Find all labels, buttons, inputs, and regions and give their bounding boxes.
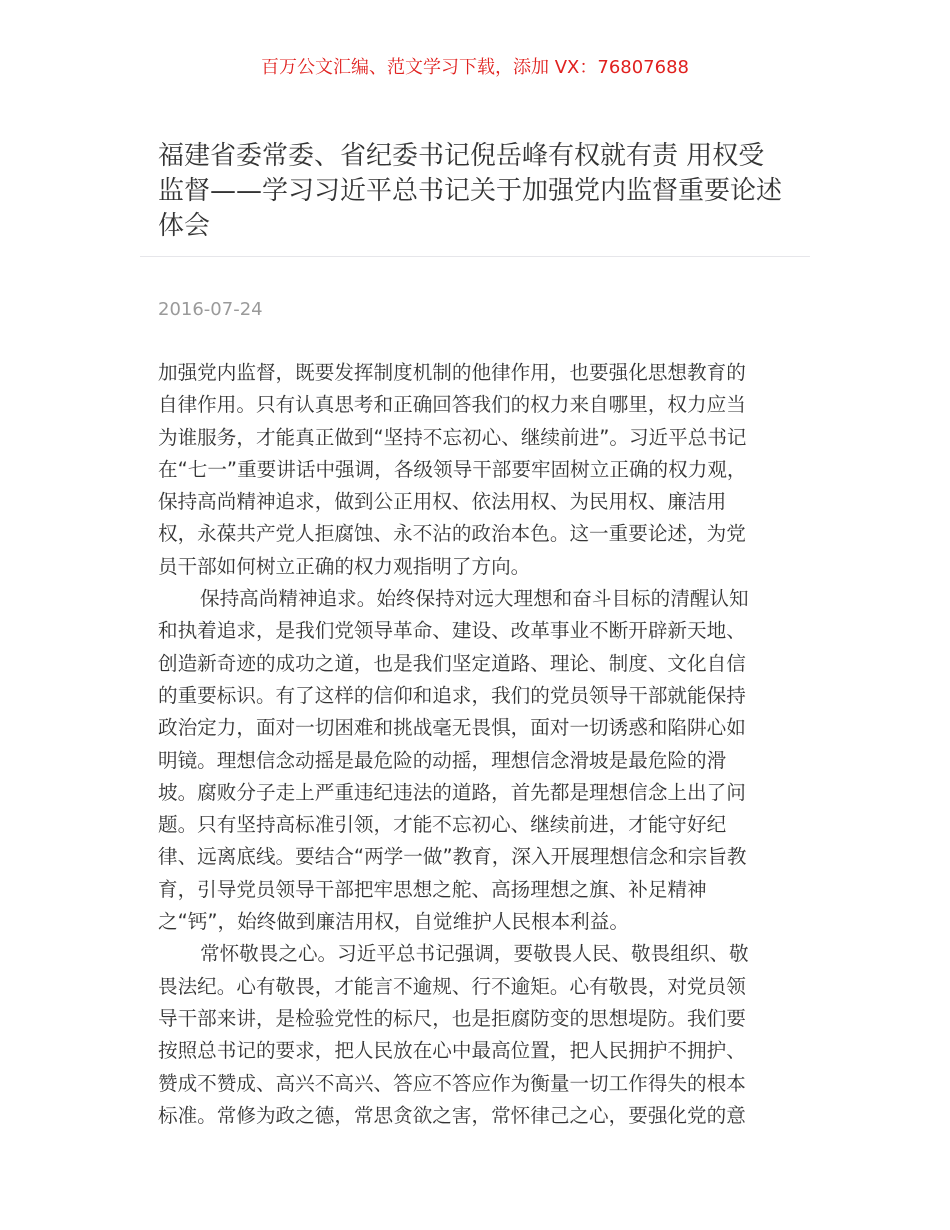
paragraph-line: 加强党内监督，既要发挥制度机制的他律作用，也要强化思想教育的 [158, 361, 746, 384]
paragraph-line: 和执着追求，是我们党领导革命、建设、改革事业不断开辟新天地、 [158, 619, 746, 643]
paragraph-line: 在“七一”重要讲话中强调，各级领导干部要牢固树立正确的权力观， [158, 457, 747, 481]
article-title-line: 体会 [158, 211, 211, 241]
paragraph-line: 坡。腐败分子走上严重违纪违法的道路，首先都是理想信念上出了问 [158, 780, 746, 804]
article-title-line: 监督——学习习近平总书记关于加强党内监督重要论述 [158, 176, 783, 206]
article-paragraph [158, 938, 798, 1132]
article-title [158, 139, 808, 244]
paragraph-line: 明镜。理想信念动摇是最危险的动摇，理想信念滑坡是最危险的滑 [158, 748, 727, 772]
article-title-line: 福建省委常委、省纪委书记倪岳峰有权就有责 用权受 [158, 141, 765, 171]
paragraph-line: 导干部来讲，是检验党性的标尺，也是拒腐防变的思想堤防。我们要 [158, 1006, 746, 1030]
paragraph-line: 按照总书记的要求，把人民放在心中最高位置，把人民拥护不拥护、 [158, 1039, 746, 1063]
paragraph-line: 的重要标识。有了这样的信仰和追求，我们的党员领导干部就能保持 [158, 683, 746, 707]
promo-banner: 百万公文汇编、范文学习下载，添加 VX：76807688 [261, 57, 689, 78]
paragraph-line: 之“钙”，始终做到廉洁用权，自觉维护人民根本利益。 [158, 910, 629, 934]
article-body [158, 357, 798, 1132]
paragraph-line: 保持高尚精神追求，做到公正用权、依法用权、为民用权、廉洁用 [158, 490, 727, 514]
paragraph-line: 自律作用。只有认真思考和正确回答我们的权力来自哪里，权力应当 [158, 393, 746, 417]
paragraph-line: 权，永葆共产党人拒腐蚀、永不沾的政治本色。这一重要论述，为党 [158, 522, 746, 546]
title-divider [140, 256, 810, 257]
paragraph-line: 创造新奇迹的成功之道，也是我们坚定道路、理论、制度、文化自信 [158, 651, 746, 675]
paragraph-line: 政治定力，面对一切困难和挑战毫无畏惧，面对一切诱惑和陷阱心如 [158, 716, 746, 740]
paragraph-line: 保持高尚精神追求。始终保持对远大理想和奋斗目标的清醒认知 [200, 587, 749, 611]
article-paragraph [158, 583, 798, 938]
paragraph-line: 赞成不赞成、高兴不高兴、答应不答应作为衡量一切工作得失的根本 [158, 1071, 746, 1095]
paragraph-line: 为谁服务，才能真正做到“坚持不忘初心、继续前进”。习近平总书记 [158, 425, 747, 449]
publish-date: 2016-07-24 [158, 299, 263, 320]
paragraph-line: 标准。常修为政之德，常思贪欲之害，常怀律己之心，要强化党的意 [158, 1103, 746, 1127]
paragraph-line: 题。只有坚持高标准引领，才能不忘初心、继续前进，才能守好纪 [158, 813, 727, 837]
paragraph-line: 育，引导党员领导干部把牢思想之舵、高扬理想之旗、补足精神 [158, 877, 707, 901]
paragraph-line: 常怀敬畏之心。习近平总书记强调，要敬畏人民、敬畏组织、敬 [200, 942, 749, 966]
paragraph-line: 畏法纪。心有敬畏，才能言不逾规、行不逾矩。心有敬畏，对党员领 [158, 974, 746, 998]
paragraph-line: 律、远离底线。要结合“两学一做”教育，深入开展理想信念和宗旨教 [158, 845, 747, 869]
paragraph-line: 员干部如何树立正确的权力观指明了方向。 [158, 554, 531, 578]
article-paragraph [158, 357, 798, 583]
